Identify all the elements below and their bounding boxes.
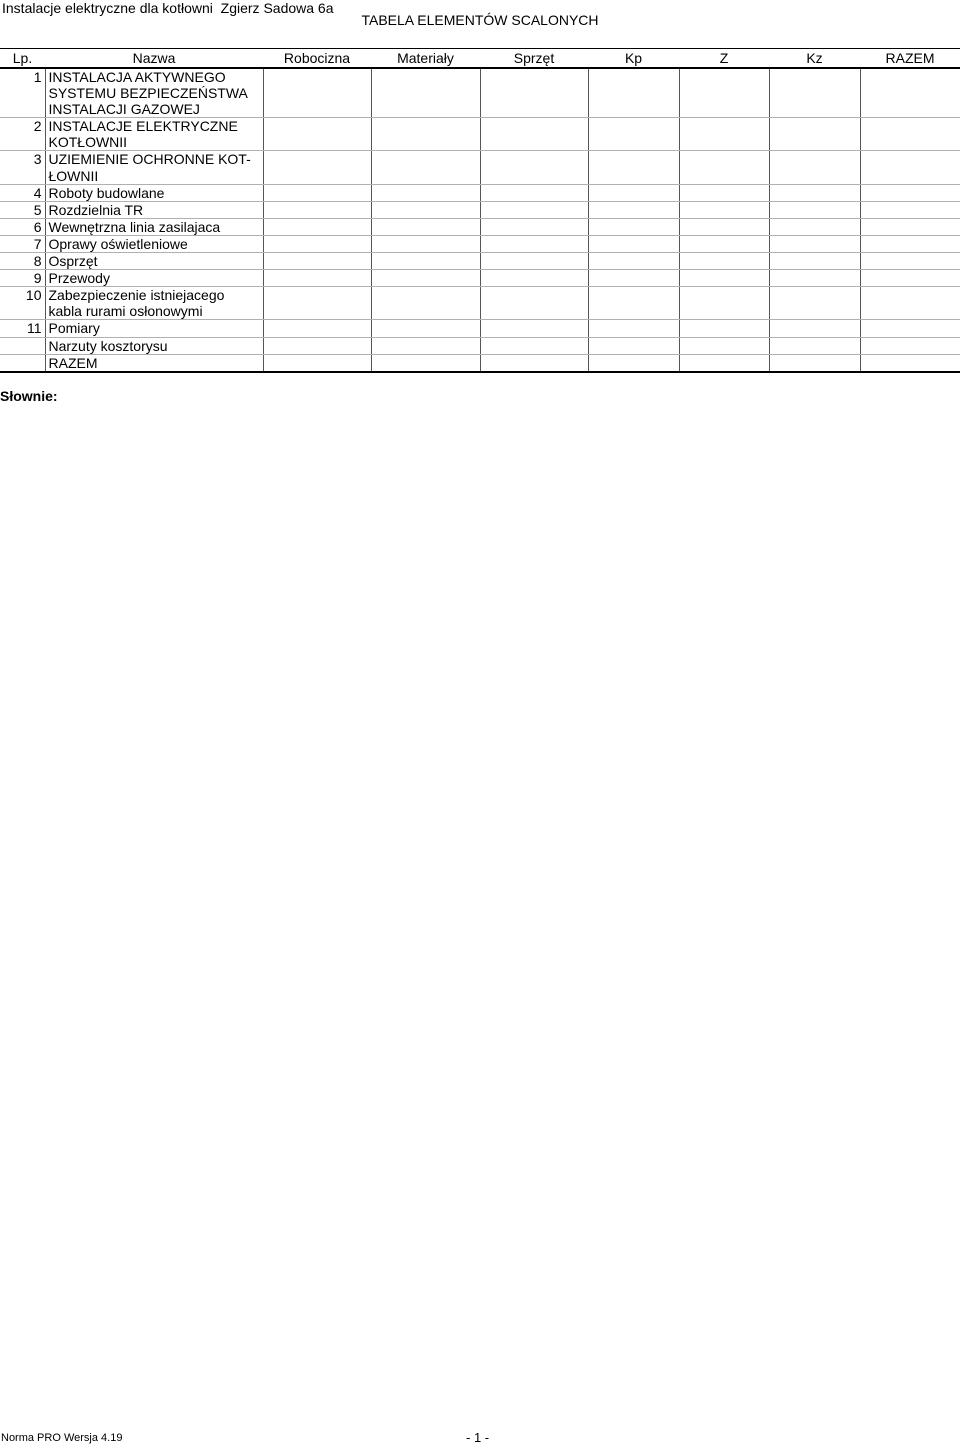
table-row <box>0 253 960 270</box>
materials-cell <box>371 354 480 372</box>
name-cell: Pomiary <box>45 320 263 337</box>
z-cell <box>679 253 769 270</box>
kp-cell <box>588 184 679 201</box>
table-row <box>0 151 960 184</box>
equipment-cell <box>480 151 588 184</box>
equipment-cell <box>480 235 588 252</box>
header-row <box>0 49 960 69</box>
column-header-z: Z <box>679 49 769 69</box>
table-row <box>0 118 960 151</box>
column-header-labor: Robocizna <box>263 49 371 69</box>
z-cell <box>679 320 769 337</box>
kz-cell <box>769 320 860 337</box>
table-row <box>0 270 960 287</box>
column-header-kz: Kz <box>769 49 860 69</box>
equipment-cell <box>480 337 588 354</box>
labor-cell <box>263 270 371 287</box>
z-cell <box>679 337 769 354</box>
name-cell: Narzuty kosztorysu <box>45 337 263 354</box>
document-title: Instalacje elektryczne dla kotłowni Zgierz Sadowa 6a <box>2 0 334 16</box>
table-title: TABELA ELEMENTÓW SCALONYCH <box>361 12 599 28</box>
name-cell: Rozdzielnia TR <box>45 201 263 218</box>
z-cell <box>679 235 769 252</box>
equipment-cell <box>480 184 588 201</box>
equipment-cell <box>480 287 588 320</box>
table-row <box>0 184 960 201</box>
total-cell <box>860 151 960 184</box>
z-cell <box>679 68 769 118</box>
kz-cell <box>769 235 860 252</box>
name-cell: Przewody <box>45 270 263 287</box>
z-cell <box>679 151 769 184</box>
lp-cell: 2 <box>0 118 45 151</box>
total-cell <box>860 201 960 218</box>
materials-cell <box>371 68 480 118</box>
kp-cell <box>588 354 679 372</box>
equipment-cell <box>480 68 588 118</box>
page-number: - 1 - <box>466 1430 490 1445</box>
name-cell: Oprawy oświetleniowe <box>45 235 263 252</box>
lp-cell: 4 <box>0 184 45 201</box>
materials-cell <box>371 151 480 184</box>
kp-cell <box>588 270 679 287</box>
equipment-cell <box>480 218 588 235</box>
labor-cell <box>263 253 371 270</box>
equipment-cell <box>480 320 588 337</box>
name-cell: Zabezpieczenie istniejacego kabla rurami osłonowymi <box>45 287 263 320</box>
lp-cell: 10 <box>0 287 45 320</box>
labor-cell <box>263 235 371 252</box>
column-header-total: RAZEM <box>860 49 960 69</box>
materials-cell <box>371 201 480 218</box>
total-cell <box>860 287 960 320</box>
amount-in-words-label: Słownie: <box>0 388 58 404</box>
kp-cell <box>588 320 679 337</box>
z-cell <box>679 354 769 372</box>
lp-cell: 11 <box>0 320 45 337</box>
kz-cell <box>769 253 860 270</box>
equipment-cell <box>480 253 588 270</box>
materials-cell <box>371 235 480 252</box>
kz-cell <box>769 151 860 184</box>
lp-cell <box>0 337 45 354</box>
kp-cell <box>588 218 679 235</box>
z-cell <box>679 218 769 235</box>
column-header-materials: Materiały <box>371 49 480 69</box>
materials-cell <box>371 184 480 201</box>
lp-cell <box>0 354 45 372</box>
kz-cell <box>769 354 860 372</box>
equipment-cell <box>480 354 588 372</box>
name-cell: INSTALACJA AKTYWNEGO SYSTEMU BEZPIECZEŃSTWA INSTALACJI GAZOWEJ <box>45 68 263 118</box>
labor-cell <box>263 201 371 218</box>
lp-cell: 5 <box>0 201 45 218</box>
materials-cell <box>371 118 480 151</box>
labor-cell <box>263 68 371 118</box>
kp-cell <box>588 151 679 184</box>
column-header-name: Nazwa <box>45 49 263 69</box>
materials-cell <box>371 218 480 235</box>
table-body <box>0 68 960 372</box>
kz-cell <box>769 201 860 218</box>
kp-cell <box>588 201 679 218</box>
table-row <box>0 68 960 118</box>
column-header-kp: Kp <box>588 49 679 69</box>
total-cell <box>860 320 960 337</box>
labor-cell <box>263 354 371 372</box>
column-header-equipment: Sprzęt <box>480 49 588 69</box>
name-cell: Roboty budowlane <box>45 184 263 201</box>
materials-cell <box>371 253 480 270</box>
total-cell <box>860 218 960 235</box>
table-row <box>0 201 960 218</box>
total-cell <box>860 184 960 201</box>
kp-cell <box>588 287 679 320</box>
lp-cell: 1 <box>0 68 45 118</box>
total-cell <box>860 235 960 252</box>
kz-cell <box>769 184 860 201</box>
name-cell: Wewnętrzna linia zasilajaca <box>45 218 263 235</box>
name-cell: Osprzęt <box>45 253 263 270</box>
total-cell <box>860 354 960 372</box>
kp-cell <box>588 235 679 252</box>
summary-table <box>0 48 960 373</box>
materials-cell <box>371 320 480 337</box>
kz-cell <box>769 68 860 118</box>
table-row <box>0 287 960 320</box>
kp-cell <box>588 337 679 354</box>
total-cell <box>860 337 960 354</box>
materials-cell <box>371 287 480 320</box>
labor-cell <box>263 118 371 151</box>
equipment-cell <box>480 270 588 287</box>
total-cell <box>860 253 960 270</box>
labor-cell <box>263 287 371 320</box>
name-cell: UZIEMIENIE OCHRONNE KOT- ŁOWNII <box>45 151 263 184</box>
name-cell: RAZEM <box>45 354 263 372</box>
table-row <box>0 235 960 252</box>
kz-cell <box>769 218 860 235</box>
labor-cell <box>263 151 371 184</box>
equipment-cell <box>480 201 588 218</box>
name-cell: INSTALACJE ELEKTRYCZNE KOTŁOWNII <box>45 118 263 151</box>
materials-cell <box>371 270 480 287</box>
kp-cell <box>588 253 679 270</box>
z-cell <box>679 118 769 151</box>
kp-cell <box>588 118 679 151</box>
table-row <box>0 218 960 235</box>
lp-cell: 8 <box>0 253 45 270</box>
total-cell <box>860 270 960 287</box>
summary-row <box>0 354 960 372</box>
materials-cell <box>371 337 480 354</box>
footer-software-version: Norma PRO Wersja 4.19 <box>1 1432 123 1444</box>
z-cell <box>679 184 769 201</box>
z-cell <box>679 201 769 218</box>
lp-cell: 6 <box>0 218 45 235</box>
kz-cell <box>769 337 860 354</box>
kz-cell <box>769 118 860 151</box>
equipment-cell <box>480 118 588 151</box>
z-cell <box>679 287 769 320</box>
column-header-lp: Lp. <box>0 49 45 69</box>
labor-cell <box>263 320 371 337</box>
labor-cell <box>263 337 371 354</box>
kp-cell <box>588 68 679 118</box>
kz-cell <box>769 270 860 287</box>
labor-cell <box>263 184 371 201</box>
lp-cell: 7 <box>0 235 45 252</box>
summary-row <box>0 337 960 354</box>
labor-cell <box>263 218 371 235</box>
table-header <box>0 49 960 69</box>
total-cell <box>860 118 960 151</box>
kz-cell <box>769 287 860 320</box>
total-cell <box>860 68 960 118</box>
z-cell <box>679 270 769 287</box>
lp-cell: 3 <box>0 151 45 184</box>
table-row <box>0 320 960 337</box>
lp-cell: 9 <box>0 270 45 287</box>
